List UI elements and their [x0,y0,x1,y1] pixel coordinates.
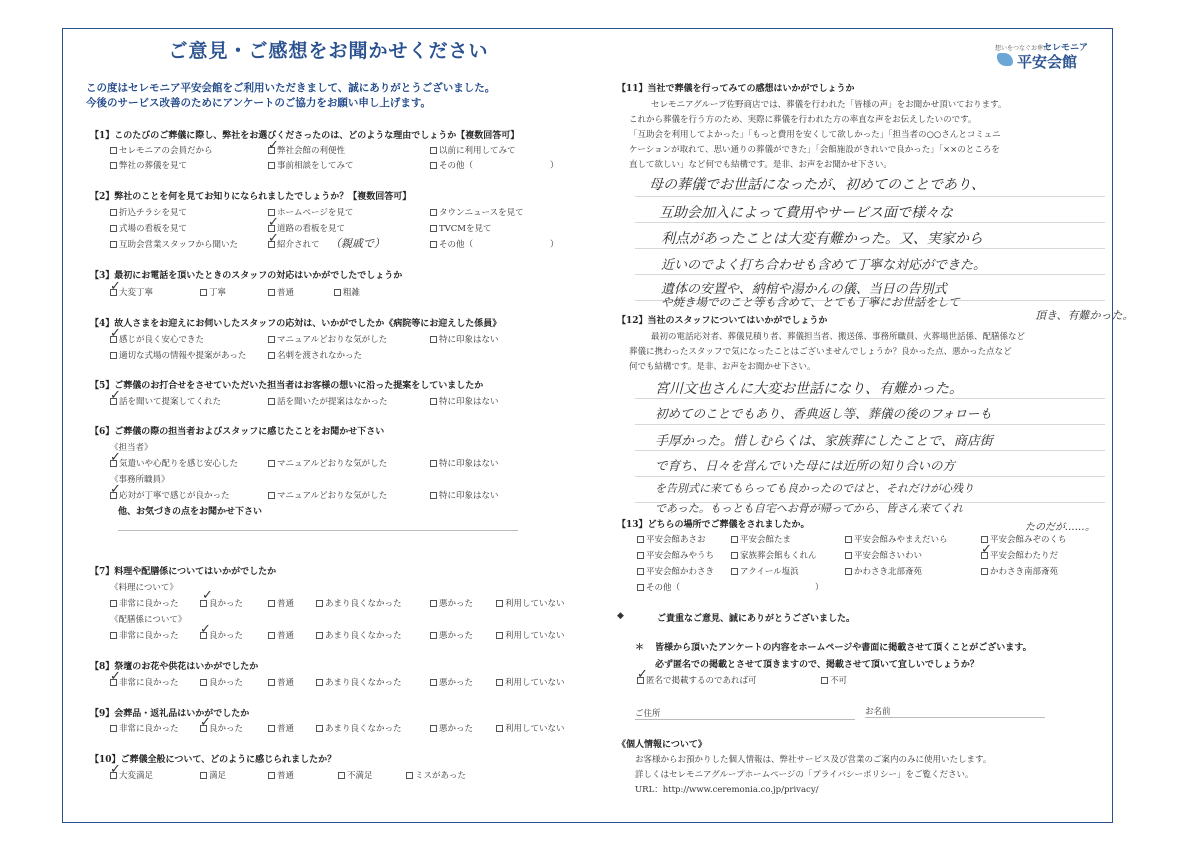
q7-food-option[interactable]: 悪かった [430,597,473,609]
q13-title: 【13】どちらの場所でご葬儀をされましたか。 [617,520,810,530]
q11-desc-line: これから葬儀を行う方のため、実際に葬儀を行われた方の率直な声をお伝えしたいのです。 [629,115,977,125]
q12-handwritten-answer: 初めてのことでもあり、香典返し等、葬儀の後のフォローも [655,406,992,421]
q12-handwritten-answer: 宮川文也さんに大変お世話になり、有難かった。 [655,381,963,397]
q12-handwritten-answer: で育ち、日々を営んでいた母には近所の知り合いの方 [655,458,956,473]
logo-brand: セレモニア [1043,43,1089,53]
q12-answer-line [635,424,1105,425]
q7-food-option[interactable]: 良かった [200,597,243,609]
q13-option-other[interactable]: その他（ [637,581,680,593]
privacy-line: お客様からお預かりした個人情報は、弊社サービス及び営業のご案内のみに使用いたします。 [635,755,992,765]
q7-sub-label-service: 《配膳係について》 [110,615,187,625]
check-mark-icon: ✓ [200,715,211,730]
q2-option-other[interactable]: その他（ [430,238,473,250]
q2-handwritten-note: （親戚で） [330,237,385,250]
q11-answer-line [635,222,1105,223]
check-mark-icon: ✓ [200,622,211,637]
check-mark-icon: ✓ [110,482,121,497]
q5-option[interactable]: 話を聞いて提案してくれた [110,395,221,407]
q10-title: 【10】ご葬儀全般について、どのように感じられましたか？ [90,755,337,765]
q11-desc-line: セレモニアグループ佐野商店では、葬儀を行われた「皆様の声」をお聞かせ頂いております。 [651,100,1007,110]
q11-answer-line [635,274,1105,275]
q5-option[interactable]: 特に印象はない [430,395,499,407]
q2-option[interactable]: 互助会営業スタッフから聞いた [110,238,238,250]
q6-option[interactable]: マニュアルどおりな気がした [268,457,387,469]
q2-title: 【2】弊社のことを何を見てお知りになられましたでしょうか？【複数回答可】 [90,192,412,202]
q1-option[interactable]: 事前相談をしてみて [268,159,354,171]
q2-option[interactable]: TVCMを見て [430,222,492,234]
q11-handwritten-answer: 母の葬儀でお世話になったが、初めてのことであり、 [649,177,985,193]
q10-option[interactable]: 不満足 [338,769,373,781]
q4-option[interactable]: 適切な式場の情報や提案があった [110,349,246,361]
q13-option[interactable]: 平安会館さいわい [845,549,922,561]
intro-line-2: 今後のサービス改善のためにアンケートのご協力をお願い申し上げます。 [86,97,432,109]
address-label: ご住所 [635,709,661,719]
q3-option[interactable]: 丁寧 [200,286,226,298]
q6-comment-line[interactable] [118,530,518,531]
q7-food-option[interactable]: 非常に良かった [110,597,179,609]
privacy-title: 《個人情報について》 [617,740,707,750]
q2-option[interactable]: 道路の看板を見て [268,222,345,234]
q12-answer-line [635,450,1105,451]
q7-food-option[interactable]: 利用していない [496,597,565,609]
q6-sub-label-office: 《事務所職員》 [110,475,170,485]
intro-line-1: この度はセレモニア平安会館をご利用いただきまして、誠にありがとうございました。 [86,82,496,94]
q12-handwritten-answer: を告別式に来てもらっても良かったのではと、それだけが心残り [655,482,974,495]
q9-title: 【9】会葬品・返礼品はいかがでしたか [90,709,250,719]
q8-title: 【8】祭壇のお花や供花はいかがでしたか [90,662,259,672]
q7-service-option[interactable]: 普通 [268,629,294,641]
q13-option[interactable]: 平安会館みぞのくち [981,533,1067,545]
q13-option[interactable]: 平安会館かわさき [637,565,714,577]
q6-option[interactable]: マニュアルどおりな気がした [268,489,387,501]
q13-other-close: ） [815,583,824,593]
check-mark-icon: ✓ [981,542,992,557]
check-mark-icon: ✓ [110,669,121,684]
diamond-icon: ◆ [617,611,624,621]
q11-desc-line: 「互助会を利用してよかった」「もっと費用を安くして欲しかった」「担当者の○○さんとコミュニ [629,130,1001,140]
check-mark-icon: ✓ [110,450,121,465]
q11-handwritten-answer: や焼き場でのこと等も含めて、とても丁寧にお世話をして [661,295,960,309]
q2-option[interactable]: タウンニュースを見て [430,206,524,218]
q10-option[interactable]: 普通 [268,769,294,781]
q13-option[interactable]: 平安会館あさお [637,533,706,545]
q9-option[interactable]: 良かった [200,722,243,734]
check-mark-icon: ✓ [202,588,213,603]
q11-desc-line: ケーションが取れて、思い通りの葬儀ができた」「会館施設がきれいで良かった」「××のところを [629,145,1000,155]
q1-option-other[interactable]: その他（ [430,159,473,171]
q13-option[interactable]: かわさき北部斎苑 [845,565,922,577]
q9-option[interactable]: あまり良くなかった [316,722,402,734]
q12-title: 【12】当社のスタッフについてはいかがでしょうか [617,316,828,326]
q1-option[interactable]: 以前に利用してみて [430,144,516,156]
q2-option[interactable]: 折込チラシを見て [110,206,187,218]
q11-title: 【11】当社で葬儀を行ってみての感想はいかがでしょうか [617,84,855,94]
logo-name: 平安会館 [1017,53,1078,71]
q2-other-close: ） [550,240,559,250]
q10-option[interactable]: 満足 [200,769,226,781]
q7-title: 【7】料理や配膳係についてはいかがでしたか [90,567,277,577]
q11-desc-line: 直して欲しい」など何でも結構です。是非、お声をお聞かせ下さい。 [629,160,892,170]
q2-option[interactable]: 式場の看板を見て [110,222,187,234]
q12-desc-line: 何でも結構です。是非、お声をお聞かせ下さい。 [629,362,816,372]
q12-desc-line: 最初の電話応対者、葬儀見積り者、葬儀担当者、搬送係、事務所職員、火葬場世話係、配膳係など [651,332,1026,342]
q13-option[interactable]: 平安会館たま [731,533,791,545]
q12-handwritten-answer: 手厚かった。惜しむらくは、家族葬にしたことで、商店街 [655,434,993,449]
q7-service-option[interactable]: 利用していない [496,629,565,641]
q12-handwritten-answer: たのだが……。 [1025,522,1095,533]
privacy-line: 詳しくはセレモニアグループホームページの「プライバシーポリシー」をご覧ください。 [635,770,974,780]
q11-answer-line [635,196,1105,197]
thanks-message: ご貴重なご意見、誠にありがとうございました。 [657,614,856,624]
check-mark-icon: ✓ [110,279,121,294]
check-mark-icon: ✓ [268,215,279,230]
q7-service-option[interactable]: 良かった [200,629,243,641]
q9-option[interactable]: 普通 [268,722,294,734]
q8-option[interactable]: あまり良くなかった [316,676,402,688]
q3-option[interactable]: 粗雑 [334,286,360,298]
q10-option[interactable]: ミスがあった [406,769,466,781]
q9-option[interactable]: 利用していない [496,722,565,734]
q12-answer-line [635,398,1105,399]
name-label: お名前 [865,707,891,717]
q6-other-label: 他、お気づきの点をお聞かせ下さい [118,507,263,517]
q4-option[interactable]: 特に印象はない [430,333,499,345]
privacy-url-link[interactable]: URL：http://www.ceremonia.co.jp/privacy/ [635,785,819,795]
q4-option[interactable]: マニュアルどおりな気がした [268,333,387,345]
publish-line-1: 皆様から頂いたアンケートの内容をホームページや書面に掲載させて頂くことがございます。 [655,643,1032,653]
q7-service-option[interactable]: 非常に良かった [110,629,179,641]
page-title: ご意見・ご感想をお聞かせください [168,40,489,62]
check-mark-icon: ✓ [110,326,121,341]
q1-option[interactable]: セレモニアの会員だから [110,144,213,156]
q1-option[interactable]: 弊社会館の利便性 [268,144,345,156]
q1-option[interactable]: 弊社の葬儀を見て [110,159,187,171]
q1-other-close: ） [550,161,559,171]
name-field[interactable] [865,717,1045,718]
address-field[interactable] [635,719,855,720]
q7-service-option[interactable]: あまり良くなかった [316,629,402,641]
q6-option[interactable]: 気遣いや心配りを感じ安心した [110,457,238,469]
q11-handwritten-answer: 利点があったことは大変有難かった。又、実家から [661,231,983,247]
q4-title: 【4】故人さまをお迎えにお伺いしたスタッフの応対は、いかがでしたか《病院等にお迎えした係員》 [90,319,502,329]
q12-desc-line: 葬儀に携わったスタッフで気になったことはございませんでしょうか？良かった点、悪かった点など [629,347,1012,357]
q8-option[interactable]: 悪かった [430,676,473,688]
q6-title: 【6】ご葬儀の際の担当者およびスタッフに感じたことをお聞かせ下さい [90,427,385,437]
q13-option[interactable]: かわさき南部斎苑 [981,565,1058,577]
q6-option[interactable]: 特に印象はない [430,489,499,501]
publish-option-anonymous[interactable]: 匿名で掲載するのであれば可 [637,674,757,686]
q10-option[interactable]: 大変満足 [110,769,153,781]
q7-food-option[interactable]: 普通 [268,597,294,609]
q6-option[interactable]: 応対が丁寧で感じが良かった [110,489,230,501]
q11-handwritten-answer: 頂き、有難かった。 [1035,309,1134,322]
q13-option[interactable]: 平安会館みやまえだいら [845,533,948,545]
q9-option[interactable]: 非常に良かった [110,722,179,734]
q13-option[interactable]: 平安会館みやうち [637,549,714,561]
asterisk-icon: ＊ [635,643,645,653]
q11-answer-line [635,248,1105,249]
q13-option[interactable]: 平安会館わたりだ [981,549,1058,561]
q11-handwritten-answer: 近いのでよく打ち合わせも含めて丁寧な対応ができた。 [661,258,987,273]
q6-option[interactable]: 特に印象はない [430,457,499,469]
q12-answer-line [635,476,1105,477]
publish-option-decline[interactable]: 不可 [821,674,847,686]
check-mark-icon: ✓ [110,388,121,403]
q3-title: 【3】最初にお電話を頂いたときのスタッフの対応はいかがでしたでしょうか [90,271,403,281]
q5-option[interactable]: 話を聞いたが提案はなかった [268,395,388,407]
q4-option[interactable]: 感じが良く安心できた [110,333,204,345]
check-mark-icon: ✓ [268,231,279,246]
q12-handwritten-answer: であった。もっとも自宅へお骨が帰ってから、皆さん来てくれ [655,502,963,515]
check-mark-icon: ✓ [110,762,121,777]
q11-handwritten-answer: 互助会加入によって費用やサービス面で様々な [659,205,953,221]
check-mark-icon: ✓ [268,138,279,153]
q3-option[interactable]: 大変丁寧 [110,286,153,298]
q13-option[interactable]: アクイール塩浜 [731,565,799,577]
q2-option[interactable]: 紹介されて [268,238,320,250]
q7-service-option[interactable]: 悪かった [430,629,473,641]
q13-option[interactable]: 家族葬会館もくれん [731,549,817,561]
q11-handwritten-answer: 遺体の安置や、納棺や湯かんの儀、当日の告別式 [661,282,947,297]
right-page [595,0,1190,842]
q2-option[interactable]: ホームページを見て [268,206,353,218]
q1-title: 【1】このたびのご葬儀に際し、弊社をお選びくださったのは、どのような理由でしょうか【複数回答可】 [90,131,520,141]
q9-option[interactable]: 悪かった [430,722,473,734]
q5-title: 【5】ご葬儀のお打合せをさせていただいた担当者はお客様の想いに沿った提案をしていましたか [90,381,484,391]
q6-sub-label-staff: 《担当者》 [110,443,153,453]
q7-food-option[interactable]: あまり良くなかった [316,597,402,609]
q8-option[interactable]: 非常に良かった [110,676,179,688]
publish-line-2: 必ず匿名での掲載とさせて頂きますので、掲載させて頂いて宜しいでしょうか？ [655,660,979,670]
logo-tagline: 想いをつなぐお葬式 [995,45,1050,52]
q3-option[interactable]: 普通 [268,286,294,298]
q8-option[interactable]: 普通 [268,676,294,688]
q8-option[interactable]: 利用していない [496,676,565,688]
check-mark-icon: ✓ [637,667,648,682]
q8-option[interactable]: 良かった [200,676,243,688]
q4-option[interactable]: 名刺を渡されなかった [268,349,362,361]
q7-sub-label-food: 《料理について》 [110,583,178,593]
